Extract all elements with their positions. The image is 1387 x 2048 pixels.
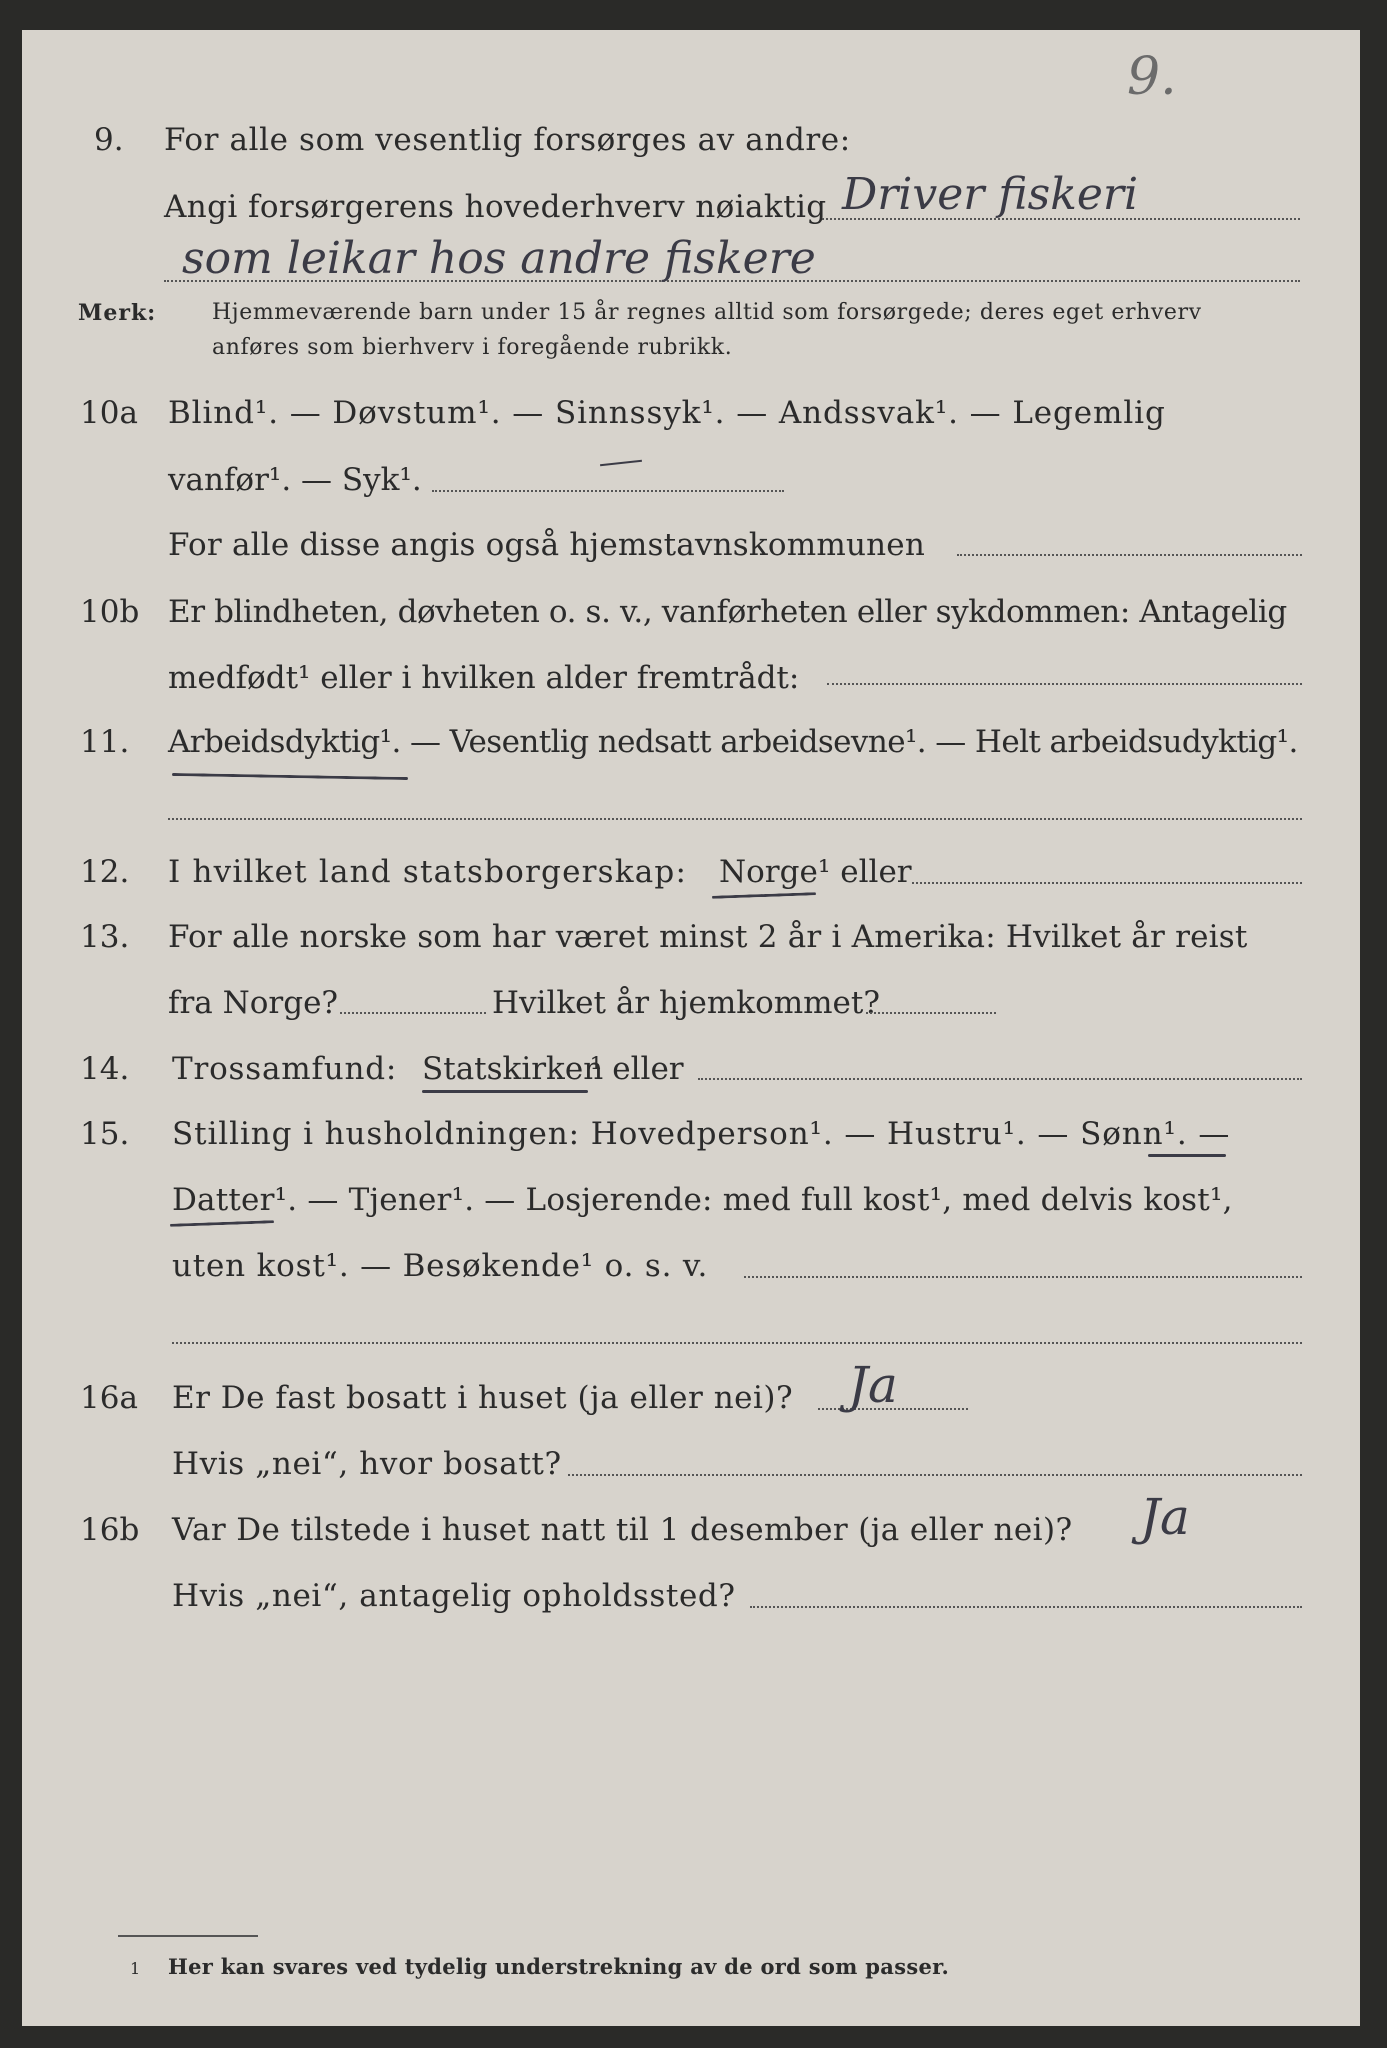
q14-answer-line [698, 1078, 1302, 1080]
pen-mark [600, 460, 642, 466]
q9-number: 9. [94, 122, 124, 158]
q11-number: 11. [80, 724, 130, 760]
q15-number: 15. [80, 1116, 130, 1152]
q14-text-after: ¹ eller [590, 1051, 684, 1087]
q10b-line2: medfødt¹ eller i hvilken alder fremtrådt: [168, 660, 800, 696]
note-label: Merk: [78, 300, 157, 326]
q15-underline-datter [170, 1220, 274, 1227]
q11-answer-line [168, 818, 1302, 820]
q9-line1: For alle som vesentlig forsørges av andre: [164, 122, 851, 158]
q12-answer-word: Norge [719, 854, 818, 890]
q10a-line1: Blind¹. — Døvstum¹. — Sinnssyk¹. — Andssvak¹. — Legemlig [168, 395, 1166, 431]
q10a-kommune-line [957, 554, 1302, 556]
q9-handwritten-answer2: som leikar hos andre fiskere [182, 233, 816, 284]
q15-line3: uten kost¹. — Besøkende¹ o. s. v. [172, 1248, 709, 1284]
q15-answer-line1 [744, 1276, 1302, 1278]
q16b-handwritten-answer: Ja [1140, 1488, 1190, 1546]
q10b-line1: Er blindheten, døvheten o. s. v., vanførheten eller sykdommen: Antagelig [168, 594, 1287, 630]
q12-underline-norge [712, 892, 816, 899]
footnote-marker: 1 [130, 1959, 141, 1978]
q16b-opholdssted-line [750, 1606, 1302, 1608]
note-line1: Hjemmeværende barn under 15 år regnes alltid som forsørgede; deres eget erhverv [212, 300, 1202, 325]
q10a-line2: vanfør¹. — Syk¹. [168, 462, 422, 498]
q16a-number: 16a [80, 1380, 138, 1416]
q14-answer-word: Statskirken [422, 1051, 604, 1087]
q12-text-after: ¹ eller [818, 854, 912, 890]
q13-line2b: Hvilket år hjemkommet? [492, 985, 880, 1021]
q13-line1: For alle norske som har været minst 2 år i Amerika: Hvilket år reist [168, 919, 1248, 955]
q14-number: 14. [80, 1051, 130, 1087]
q12-text: I hvilket land statsborgerskap: [168, 854, 688, 890]
page-number-handwritten: 9. [1127, 47, 1177, 107]
q14-text: Trossamfund: [172, 1051, 398, 1087]
q15-line2: Datter¹. — Tjener¹. — Losjerende: med full kost¹, med delvis kost¹, [172, 1182, 1233, 1218]
q12-answer-line [912, 882, 1302, 884]
q15-underline-sonn [1148, 1154, 1226, 1157]
q14-underline-statskirken [422, 1090, 588, 1093]
q16a-bosatt-line [568, 1474, 1302, 1476]
q16a-line1: Er De fast bosatt i huset (ja eller nei)? [172, 1380, 794, 1416]
q10b-answer-line [827, 683, 1302, 685]
q10b-number: 10b [80, 594, 140, 630]
q12-number: 12. [80, 854, 130, 890]
q11-line1: Arbeidsdyktig¹. — Vesentlig nedsatt arbeidsevne¹. — Helt arbeidsudyktig¹. [168, 724, 1298, 760]
q16b-line1: Var De tilstede i huset natt til 1 desember (ja eller nei)? [172, 1512, 1073, 1548]
q13-reist-line [340, 1012, 486, 1014]
q13-hjemkommet-line [866, 1012, 996, 1014]
q10a-number: 10a [80, 395, 138, 431]
q16a-handwritten-answer: Ja [848, 1356, 898, 1414]
q16a-line2: Hvis „nei“, hvor bosatt? [172, 1446, 562, 1482]
q16b-number: 16b [80, 1512, 140, 1548]
footnote-rule [118, 1935, 258, 1937]
q11-underline-arbeidsdyktig [172, 773, 408, 780]
q16b-line2: Hvis „nei“, antagelig opholdssted? [172, 1578, 736, 1614]
note-line2: anføres som bierhverv i foregående rubrikk. [212, 335, 733, 360]
census-form-page [22, 30, 1360, 2026]
q13-line2a: fra Norge? [168, 985, 339, 1021]
q13-number: 13. [80, 919, 130, 955]
q9-line2: Angi forsørgerens hovederhverv nøiaktig [164, 189, 827, 225]
q10a-line3: For alle disse angis også hjemstavnskommunen [168, 527, 925, 563]
q9-handwritten-answer1: Driver fiskeri [842, 169, 1139, 220]
q15-line1: Stilling i husholdningen: Hovedperson¹. — Hustru¹. — Sønn¹. — [172, 1116, 1231, 1152]
q10a-syk-line [432, 490, 784, 492]
footnote-text: Her kan svares ved tydelig understrekning av de ord som passer. [168, 1954, 950, 1979]
q15-answer-line2 [172, 1342, 1302, 1344]
